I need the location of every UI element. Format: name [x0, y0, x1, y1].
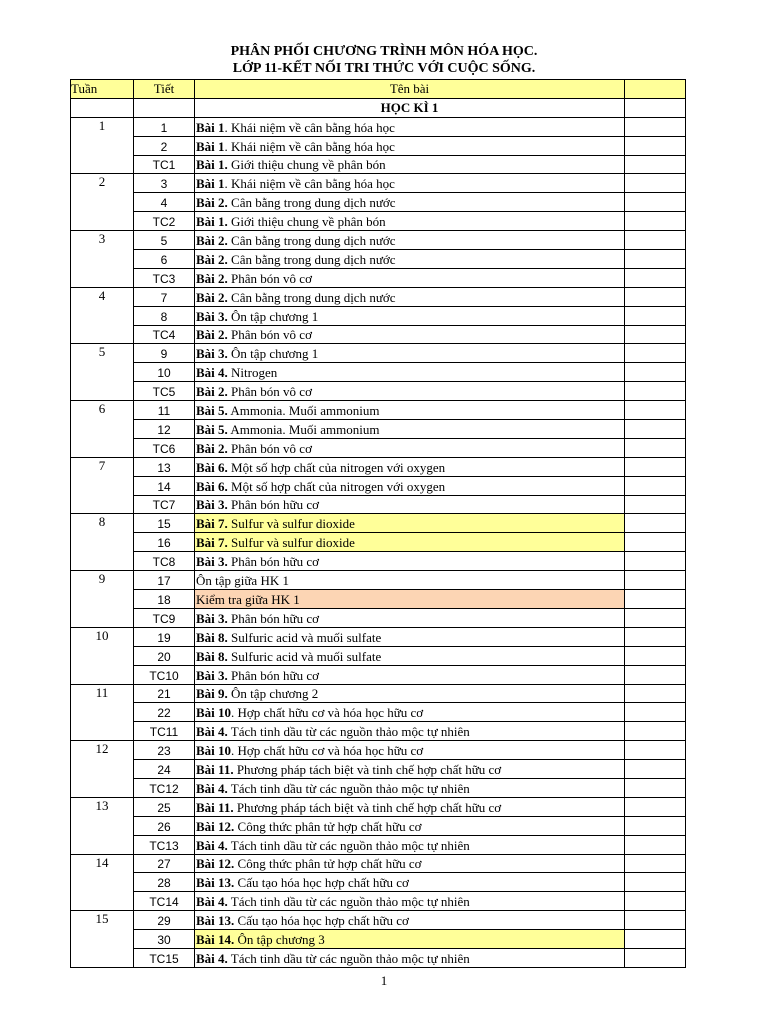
- lesson-cell: [195, 476, 625, 495]
- lesson-number: Bài 2.: [196, 327, 228, 343]
- lesson-title: Ôn tập chương 1: [227, 308, 319, 324]
- extra-cell: [625, 344, 686, 363]
- extra-cell: [625, 646, 686, 665]
- lesson-cell: [195, 306, 625, 325]
- lesson-cell: [195, 627, 625, 646]
- lesson-number: Bài 3.: [196, 308, 228, 324]
- extra-cell: [625, 287, 686, 306]
- week-cell: 15: [71, 911, 134, 968]
- lesson-number: Bài 1: [196, 176, 225, 192]
- extra-cell: [625, 684, 686, 703]
- table-row: [71, 760, 686, 779]
- lesson-cell: [195, 930, 625, 949]
- period-cell: 19: [134, 627, 195, 646]
- table-row: [71, 401, 686, 420]
- period-cell: TC12: [134, 778, 195, 797]
- lesson-title: . Khái niệm về cân bằng hóa học: [224, 176, 395, 192]
- lesson-cell: [195, 344, 625, 363]
- extra-cell: [625, 854, 686, 873]
- header-period: Tiết: [134, 80, 195, 99]
- lesson-number: Bài 3.: [196, 346, 228, 362]
- table-row: [71, 892, 686, 911]
- lesson-title: Tách tinh dầu từ các nguồn thảo mộc tự nhiên: [227, 837, 470, 853]
- extra-cell: [625, 590, 686, 609]
- lesson-title: Ammonia. Muối ammonium: [227, 403, 380, 419]
- lesson-number: Bài 2.: [196, 270, 228, 286]
- lesson-number: Bài 11.: [196, 799, 234, 815]
- lesson-number: Bài 4.: [196, 724, 228, 740]
- lesson-cell: [195, 495, 625, 514]
- table-row: [71, 627, 686, 646]
- table-row: [71, 344, 686, 363]
- lesson-number: Bài 1.: [196, 214, 228, 230]
- lesson-title: Sulfuric acid và muối sulfate: [227, 629, 382, 645]
- week-cell: 14: [71, 854, 134, 911]
- lesson-cell: [195, 854, 625, 873]
- lesson-cell: [195, 268, 625, 287]
- lesson-number: Bài 2.: [196, 384, 228, 400]
- period-cell: 30: [134, 930, 195, 949]
- lesson-number: Bài 4.: [196, 780, 228, 796]
- period-cell: 13: [134, 457, 195, 476]
- lesson-title: Công thức phân tử hợp chất hữu cơ: [234, 818, 422, 834]
- lesson-cell: [195, 136, 625, 155]
- week-cell: 8: [71, 514, 134, 571]
- table-row: [71, 854, 686, 873]
- table-row: [71, 476, 686, 495]
- lesson-number: Bài 1.: [196, 157, 228, 173]
- lesson-title: Cân bằng trong dung dịch nước: [227, 195, 396, 211]
- lesson-cell: [195, 948, 625, 967]
- period-cell: 11: [134, 401, 195, 420]
- lesson-title: Tách tinh dầu từ các nguồn thảo mộc tự nhiên: [227, 724, 470, 740]
- lesson-cell: [195, 174, 625, 193]
- lesson-title: Một số hợp chất của nitrogen với oxygen: [227, 459, 446, 475]
- lesson-title: Phân bón vô cơ: [227, 384, 312, 400]
- lesson-cell: [195, 703, 625, 722]
- period-cell: 9: [134, 344, 195, 363]
- extra-cell: [625, 911, 686, 930]
- lesson-number: Bài 8.: [196, 629, 228, 645]
- period-cell: TC8: [134, 552, 195, 571]
- extra-cell: [625, 136, 686, 155]
- table-row: [71, 306, 686, 325]
- lesson-title: Phân bón hữu cơ: [227, 497, 319, 513]
- lesson-cell: [195, 438, 625, 457]
- lesson-number: Bài 4.: [196, 950, 228, 966]
- extra-cell: [625, 930, 686, 949]
- extra-cell: [625, 533, 686, 552]
- lesson-cell: [195, 797, 625, 816]
- lesson-title: Cân bằng trong dung dịch nước: [227, 289, 396, 305]
- period-cell: TC4: [134, 325, 195, 344]
- table-row: [71, 835, 686, 854]
- week-cell: 3: [71, 231, 134, 288]
- lesson-title: Sulfuric acid và muối sulfate: [227, 648, 382, 664]
- table-row: [71, 703, 686, 722]
- table-row: [71, 646, 686, 665]
- lesson-cell: [195, 401, 625, 420]
- lesson-cell: [195, 911, 625, 930]
- period-cell: TC2: [134, 212, 195, 231]
- table-row: [71, 930, 686, 949]
- period-cell: 12: [134, 420, 195, 439]
- page-number: 1: [380, 973, 388, 988]
- lesson-title: Phân bón hữu cơ: [227, 554, 319, 570]
- lesson-cell: [195, 778, 625, 797]
- table-row: [71, 136, 686, 155]
- table-row: [71, 533, 686, 552]
- extra-cell: [625, 457, 686, 476]
- lesson-number: Bài 2.: [196, 440, 228, 456]
- lesson-number: Bài 3.: [196, 610, 228, 626]
- lesson-title: Ôn tập chương 3: [234, 931, 325, 947]
- lesson-number: Bài 2.: [196, 251, 228, 267]
- period-cell: 24: [134, 760, 195, 779]
- table-row: [71, 193, 686, 212]
- lesson-cell: [195, 250, 625, 269]
- extra-cell: [625, 268, 686, 287]
- lesson-title: Tách tinh dầu từ các nguồn thảo mộc tự nhiên: [227, 894, 470, 910]
- lesson-title: Phân bón hữu cơ: [227, 667, 319, 683]
- table-row: [71, 722, 686, 741]
- extra-cell: [625, 703, 686, 722]
- period-cell: TC7: [134, 495, 195, 514]
- extra-cell: [625, 552, 686, 571]
- table-row: [71, 155, 686, 174]
- lesson-number: Bài 10: [196, 743, 232, 759]
- lesson-number: Bài 3.: [196, 667, 228, 683]
- table-row: [71, 457, 686, 476]
- week-cell: 6: [71, 401, 134, 458]
- period-cell: TC5: [134, 382, 195, 401]
- extra-cell: [625, 193, 686, 212]
- lesson-title: Phương pháp tách biệt và tinh chế hợp chất hữu cơ: [233, 799, 502, 815]
- period-cell: 22: [134, 703, 195, 722]
- extra-cell: [625, 797, 686, 816]
- lesson-title: . Hợp chất hữu cơ và hóa học hữu cơ: [231, 743, 424, 759]
- extra-cell: [625, 117, 686, 136]
- extra-cell: [625, 948, 686, 967]
- week-cell: 5: [71, 344, 134, 401]
- section-row: [71, 98, 686, 117]
- lesson-title: Giới thiệu chung về phân bón: [227, 157, 386, 173]
- table-row: [71, 665, 686, 684]
- week-cell: 11: [71, 684, 134, 741]
- lesson-title: Ôn tập chương 1: [227, 346, 319, 362]
- week-cell: 9: [71, 571, 134, 628]
- lesson-number: Bài 13.: [196, 913, 235, 929]
- lesson-cell: [195, 590, 625, 609]
- lesson-number: Bài 11.: [196, 761, 234, 777]
- lesson-cell: [195, 212, 625, 231]
- extra-cell: [625, 401, 686, 420]
- header-week: Tuần: [71, 80, 134, 99]
- lesson-cell: [195, 816, 625, 835]
- period-cell: 3: [134, 174, 195, 193]
- lesson-number: Bài 8.: [196, 648, 228, 664]
- extra-cell: [625, 873, 686, 892]
- lesson-title: . Hợp chất hữu cơ và hóa học hữu cơ: [231, 705, 424, 721]
- extra-cell: [625, 741, 686, 760]
- table-row: [71, 268, 686, 287]
- table-row: [71, 741, 686, 760]
- table-row: [71, 420, 686, 439]
- lesson-title: Phân bón vô cơ: [227, 440, 312, 456]
- lesson-title: Sulfur và sulfur dioxide: [227, 535, 355, 551]
- lesson-cell: [195, 835, 625, 854]
- period-cell: 15: [134, 514, 195, 533]
- section-title: HỌC KÌ 1: [195, 98, 625, 117]
- extra-cell: [625, 212, 686, 231]
- table-row: [71, 514, 686, 533]
- lesson-cell: [195, 363, 625, 382]
- table-row: [71, 797, 686, 816]
- lesson-number: Bài 12.: [196, 856, 235, 872]
- lesson-title: . Khái niệm về cân bằng hóa học: [224, 119, 395, 135]
- extra-cell: [625, 155, 686, 174]
- lesson-title: Ôn tập giữa HK 1: [196, 573, 289, 589]
- lesson-number: Bài 2.: [196, 233, 228, 249]
- period-cell: 28: [134, 873, 195, 892]
- table-row: [71, 608, 686, 627]
- table-row: [71, 250, 686, 269]
- week-cell: 4: [71, 287, 134, 344]
- table-row: [71, 495, 686, 514]
- lesson-cell: [195, 552, 625, 571]
- period-cell: 26: [134, 816, 195, 835]
- table-row: [71, 684, 686, 703]
- table-row: [71, 382, 686, 401]
- lesson-number: Bài 6.: [196, 459, 228, 475]
- lesson-cell: [195, 741, 625, 760]
- lesson-number: Bài 10: [196, 705, 232, 721]
- table-row: [71, 363, 686, 382]
- lesson-title: Phương pháp tách biệt và tinh chế hợp chất hữu cơ: [233, 761, 502, 777]
- period-cell: TC15: [134, 948, 195, 967]
- period-cell: 5: [134, 231, 195, 250]
- lesson-cell: [195, 155, 625, 174]
- extra-cell: [625, 778, 686, 797]
- extra-cell: [625, 250, 686, 269]
- table-row: [71, 948, 686, 967]
- lesson-number: Bài 13.: [196, 875, 235, 891]
- table-row: [71, 911, 686, 930]
- week-cell: 12: [71, 741, 134, 798]
- extra-cell: [625, 514, 686, 533]
- table-row: [71, 816, 686, 835]
- lesson-title: Sulfur và sulfur dioxide: [227, 516, 355, 532]
- extra-cell: [625, 608, 686, 627]
- lesson-title: Tách tinh dầu từ các nguồn thảo mộc tự nhiên: [227, 780, 470, 796]
- table-row: [71, 873, 686, 892]
- lesson-number: Bài 4.: [196, 837, 228, 853]
- extra-cell: [625, 835, 686, 854]
- period-cell: TC9: [134, 608, 195, 627]
- lesson-number: Bài 2.: [196, 195, 228, 211]
- lesson-title: Công thức phân tử hợp chất hữu cơ: [234, 856, 422, 872]
- lesson-cell: [195, 646, 625, 665]
- period-cell: 16: [134, 533, 195, 552]
- lesson-title: Giới thiệu chung về phân bón: [227, 214, 386, 230]
- lesson-cell: [195, 420, 625, 439]
- extra-cell: [625, 495, 686, 514]
- lesson-cell: [195, 382, 625, 401]
- table-row: [71, 590, 686, 609]
- table-row: [71, 325, 686, 344]
- table-row: [71, 287, 686, 306]
- table-row: [71, 552, 686, 571]
- extra-cell: [625, 325, 686, 344]
- table-row: [71, 212, 686, 231]
- table-row: [71, 231, 686, 250]
- extra-cell: [625, 722, 686, 741]
- lesson-title: Cân bằng trong dung dịch nước: [227, 251, 396, 267]
- lesson-title: Cấu tạo hóa học hợp chất hữu cơ: [234, 875, 409, 891]
- extra-cell: [625, 420, 686, 439]
- document-title-line-1: PHÂN PHỐI CHƯƠNG TRÌNH MÔN HÓA HỌC.: [230, 44, 538, 59]
- period-cell: TC3: [134, 268, 195, 287]
- extra-cell: [625, 382, 686, 401]
- table-row: [71, 438, 686, 457]
- lesson-number: Bài 4.: [196, 894, 228, 910]
- period-cell: TC6: [134, 438, 195, 457]
- period-cell: 25: [134, 797, 195, 816]
- period-cell: 8: [134, 306, 195, 325]
- table-header-row: [71, 80, 686, 99]
- lesson-cell: [195, 571, 625, 590]
- lesson-number: Bài 3.: [196, 554, 228, 570]
- lesson-cell: [195, 608, 625, 627]
- lesson-number: Bài 2.: [196, 289, 228, 305]
- lesson-title: . Khái niệm về cân bằng hóa học: [224, 138, 395, 154]
- period-cell: 23: [134, 741, 195, 760]
- lesson-number: Bài 3.: [196, 497, 228, 513]
- lesson-title: Ammonia. Muối ammonium: [227, 421, 380, 437]
- extra-cell: [625, 306, 686, 325]
- period-cell: TC14: [134, 892, 195, 911]
- lesson-cell: [195, 231, 625, 250]
- lesson-title: Tách tinh dầu từ các nguồn thảo mộc tự nhiên: [227, 950, 470, 966]
- period-cell: 14: [134, 476, 195, 495]
- syllabus-table: [70, 79, 686, 968]
- lesson-number: Bài 1: [196, 119, 225, 135]
- lesson-number: Bài 6.: [196, 478, 228, 494]
- lesson-number: Bài 5.: [196, 403, 228, 419]
- lesson-title: Phân bón vô cơ: [227, 270, 312, 286]
- week-cell: 7: [71, 457, 134, 514]
- period-cell: TC1: [134, 155, 195, 174]
- table-row: [71, 778, 686, 797]
- extra-cell: [625, 892, 686, 911]
- lesson-title: Cân bằng trong dung dịch nước: [227, 233, 396, 249]
- lesson-title: Ôn tập chương 2: [227, 686, 319, 702]
- period-cell: 20: [134, 646, 195, 665]
- lesson-cell: [195, 514, 625, 533]
- lesson-title: Kiểm tra giữa HK 1: [196, 591, 300, 607]
- lesson-title: Phân bón vô cơ: [227, 327, 312, 343]
- week-cell: 1: [71, 117, 134, 174]
- period-cell: 6: [134, 250, 195, 269]
- lesson-title: Phân bón hữu cơ: [227, 610, 319, 626]
- period-cell: TC11: [134, 722, 195, 741]
- period-cell: 2: [134, 136, 195, 155]
- extra-cell: [625, 760, 686, 779]
- lesson-title: Một số hợp chất của nitrogen với oxygen: [227, 478, 446, 494]
- week-cell: 10: [71, 627, 134, 684]
- period-cell: 7: [134, 287, 195, 306]
- table-row: [71, 117, 686, 136]
- extra-cell: [625, 174, 686, 193]
- extra-cell: [625, 476, 686, 495]
- header-lesson-name: Tên bài: [195, 80, 625, 99]
- extra-cell: [625, 363, 686, 382]
- lesson-number: Bài 7.: [196, 535, 228, 551]
- lesson-cell: [195, 457, 625, 476]
- lesson-cell: [195, 287, 625, 306]
- period-cell: 29: [134, 911, 195, 930]
- period-cell: 1: [134, 117, 195, 136]
- extra-cell: [625, 627, 686, 646]
- lesson-cell: [195, 760, 625, 779]
- period-cell: 21: [134, 684, 195, 703]
- period-cell: 10: [134, 363, 195, 382]
- period-cell: 27: [134, 854, 195, 873]
- lesson-cell: [195, 873, 625, 892]
- lesson-cell: [195, 533, 625, 552]
- week-cell: 2: [71, 174, 134, 231]
- section-week-cell: [71, 98, 134, 117]
- extra-cell: [625, 816, 686, 835]
- period-cell: 17: [134, 571, 195, 590]
- extra-cell: [625, 438, 686, 457]
- lesson-number: Bài 1: [196, 138, 225, 154]
- lesson-number: Bài 9.: [196, 686, 228, 702]
- section-extra-cell: [625, 98, 686, 117]
- period-cell: 4: [134, 193, 195, 212]
- lesson-number: Bài 4.: [196, 365, 228, 381]
- lesson-cell: [195, 892, 625, 911]
- lesson-number: Bài 5.: [196, 421, 228, 437]
- extra-cell: [625, 571, 686, 590]
- lesson-cell: [195, 193, 625, 212]
- week-cell: 13: [71, 797, 134, 854]
- section-period-cell: [134, 98, 195, 117]
- lesson-title: Cấu tạo hóa học hợp chất hữu cơ: [234, 913, 409, 929]
- extra-cell: [625, 665, 686, 684]
- period-cell: TC10: [134, 665, 195, 684]
- table-row: [71, 174, 686, 193]
- lesson-cell: [195, 117, 625, 136]
- lesson-number: Bài 12.: [196, 818, 235, 834]
- lesson-cell: [195, 684, 625, 703]
- document-title-line-2: LỚP 11-KẾT NỐI TRI THỨC VỚI CUỘC SỐNG.: [232, 61, 536, 76]
- table-row: [71, 571, 686, 590]
- extra-cell: [625, 231, 686, 250]
- lesson-cell: [195, 325, 625, 344]
- lesson-number: Bài 7.: [196, 516, 228, 532]
- lesson-cell: [195, 722, 625, 741]
- lesson-title: Nitrogen: [227, 365, 278, 381]
- period-cell: TC13: [134, 835, 195, 854]
- lesson-cell: [195, 665, 625, 684]
- period-cell: 18: [134, 590, 195, 609]
- lesson-number: Bài 14.: [196, 931, 235, 947]
- header-extra: [625, 80, 686, 99]
